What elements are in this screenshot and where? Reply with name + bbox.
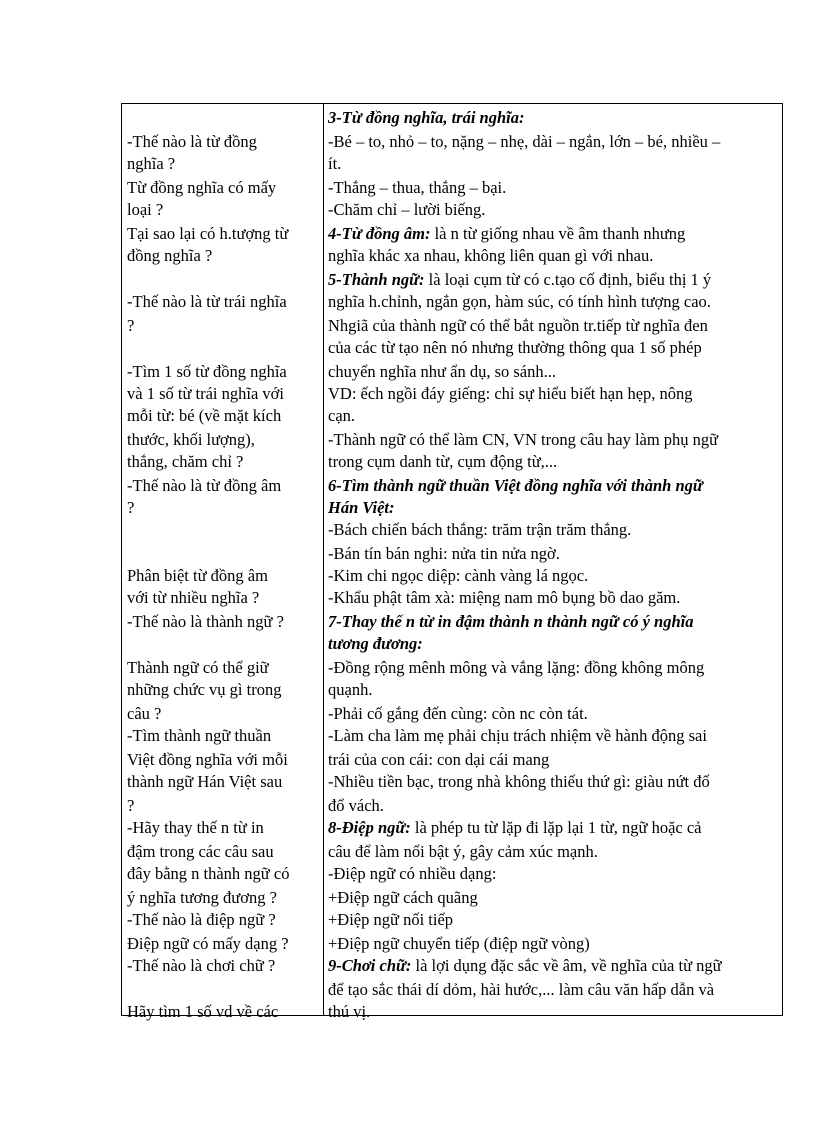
question-line: Từ đồng nghĩa có mấy [127, 178, 277, 197]
answer-text: câu để làm nổi bật ý, gây cảm xúc mạnh. [328, 842, 598, 861]
question-line: -Thế nào là chơi chữ ? [127, 956, 276, 975]
answer-line [328, 290, 711, 313]
answer-text: đổ vách. [328, 796, 384, 815]
answer-text: -Phải cố gắng đến cùng: còn nc còn tát. [328, 704, 588, 723]
answer-line [328, 152, 341, 175]
answer-line [328, 314, 708, 337]
answer-line [328, 586, 680, 609]
question-line: ? [127, 796, 135, 815]
answer-text: thú vị. [328, 1002, 371, 1021]
answer-line [328, 724, 707, 747]
question-line: -Tìm thành ngữ thuần [127, 726, 272, 745]
answer-text: +Điệp ngữ nối tiếp [328, 910, 454, 929]
section-heading: 5-Thành ngữ: [328, 270, 425, 289]
answer-text: là loại cụm từ có c.tạo cố định, biểu thị 1 ý [424, 270, 712, 289]
answer-text: nghĩa h.chỉnh, ngắn gọn, hàm súc, có tính hình tượng cao. [328, 292, 711, 311]
answer-text: +Điệp ngữ cách quãng [328, 888, 478, 907]
question-line: -Hãy thay thế n từ in [127, 818, 264, 837]
question-line: những chức vụ gì trong [127, 680, 282, 699]
question-line: Phân biệt từ đồng âm [127, 566, 268, 585]
question-line: thắng, chăm chỉ ? [127, 452, 244, 471]
answer-text: -Nhiều tiền bạc, trong nhà không thiếu thứ gì: giàu nứt đố [328, 772, 710, 791]
answer-line [328, 908, 453, 931]
answer-text: -Khẩu phật tâm xà: miệng nam mô bụng bồ dao găm. [328, 588, 681, 607]
answer-text: -Thắng – thua, thắng – bại. [328, 178, 507, 197]
section-heading: 7-Thay thế n từ in đậm thành n thành ngữ có ý nghĩa [328, 612, 694, 631]
answer-text: +Điệp ngữ chuyển tiếp (điệp ngữ vòng) [328, 934, 590, 953]
section-heading: 9-Chơi chữ: [328, 956, 412, 975]
question-line: loại ? [127, 200, 164, 219]
answer-text: -Chăm chỉ – lười biếng. [328, 200, 486, 219]
answer-line [328, 428, 718, 451]
question-line: mỗi từ: bé (về mặt kích [127, 406, 282, 425]
answer-line [328, 106, 524, 129]
question-line: -Thế nào là từ đồng âm [127, 476, 282, 495]
answer-line [328, 954, 722, 977]
column-divider [323, 104, 324, 1015]
question-line: đồng nghĩa ? [127, 246, 213, 265]
answer-text: là phép tu từ lặp đi lặp lại 1 từ, ngữ hoặc cả [410, 818, 702, 837]
answer-line [328, 496, 394, 519]
answer-line [328, 816, 702, 839]
question-line: Hãy tìm 1 số vd về các [127, 1002, 279, 1021]
answer-text: -Kim chi ngọc diệp: cành vàng lá ngọc. [328, 566, 589, 585]
answer-line [328, 382, 693, 405]
answer-text: -Bách chiến bách thắng: trăm trận trăm thắng. [328, 520, 632, 539]
section-heading: 8-Điệp ngữ: [328, 818, 411, 837]
answer-line [328, 678, 372, 701]
question-line: ? [127, 316, 135, 335]
answer-line [328, 450, 557, 473]
answer-line [328, 978, 714, 1001]
question-line: Việt đồng nghĩa với mỗi [127, 750, 288, 769]
answer-text: trái của con cái: con dại cái mang [328, 750, 550, 769]
question-line: Thành ngữ có thể giữ [127, 658, 269, 677]
question-line: ý nghĩa tương đương ? [127, 888, 277, 907]
answer-line [328, 222, 685, 245]
answer-text: -Làm cha làm mẹ phải chịu trách nhiệm về hành động sai [328, 726, 707, 745]
section-heading: 6-Tìm thành ngữ thuần Việt đồng nghĩa với thành ngữ [328, 476, 703, 495]
question-line: -Thế nào là từ đồng [127, 132, 257, 151]
question-line: Tại sao lại có h.tượng từ [127, 224, 289, 243]
section-heading: tương đương: [328, 634, 423, 653]
answer-text: chuyển nghĩa như ẩn dụ, so sánh... [328, 362, 556, 381]
answer-text: là n từ giống nhau về âm thanh nhưng [430, 224, 686, 243]
answer-line [328, 886, 478, 909]
answer-line [328, 632, 423, 655]
answer-line [328, 564, 588, 587]
answer-text: -Bán tín bán nghi: nửa tin nửa ngờ. [328, 544, 560, 563]
answer-line [328, 244, 653, 267]
answer-line [328, 268, 711, 291]
answer-line [328, 702, 588, 725]
question-line: đây bằng n thành ngữ có [127, 864, 290, 883]
answer-text: -Điệp ngữ có nhiều dạng: [328, 864, 497, 883]
answer-text: VD: ếch ngồi đáy giếng: chỉ sự hiểu biết hạn hẹp, nông [328, 384, 693, 403]
answer-line [328, 542, 560, 565]
answer-text: Nhgiã của thành ngữ có thể bắt nguồn tr.tiếp từ nghĩa đen [328, 316, 708, 335]
answer-line [328, 932, 590, 955]
answer-line [328, 336, 702, 359]
question-line: -Tìm 1 số từ đồng nghĩa [127, 362, 287, 381]
question-line: đậm trong các câu sau [127, 842, 274, 861]
question-line: -Thế nào là từ trái nghĩa [127, 292, 287, 311]
question-line: nghĩa ? [127, 154, 176, 173]
question-line: với từ nhiều nghĩa ? [127, 588, 260, 607]
answer-text: là lợi dụng đặc sắc về âm, về nghĩa của từ ngữ [411, 956, 722, 975]
answer-line [328, 518, 631, 541]
answer-line [328, 176, 506, 199]
answer-line [328, 794, 384, 817]
section-heading: Hán Việt: [328, 498, 395, 517]
answer-line [328, 1000, 370, 1023]
answer-line [328, 404, 355, 427]
answer-line [328, 770, 710, 793]
answer-text: quạnh. [328, 680, 373, 699]
answer-text: trong cụm danh từ, cụm động từ,... [328, 452, 558, 471]
two-column-table [121, 103, 783, 1021]
answer-line [328, 610, 693, 633]
section-heading: 4-Từ đồng âm: [328, 224, 431, 243]
answer-line [328, 360, 556, 383]
answer-text: ít. [328, 154, 342, 173]
question-line: -Thế nào là thành ngữ ? [127, 612, 284, 631]
question-line: và 1 số từ trái nghĩa với [127, 384, 284, 403]
question-line: Điệp ngữ có mấy dạng ? [127, 934, 289, 953]
answer-line [328, 130, 720, 153]
answer-text: -Thành ngữ có thể làm CN, VN trong câu hay làm phụ ngữ [328, 430, 719, 449]
answer-line [328, 474, 703, 497]
answer-text: của các từ tạo nên nó nhưng thường thông qua 1 số phép [328, 338, 702, 357]
answer-text: -Đồng rộng mênh mông và vắng lặng: đồng không mông [328, 658, 705, 677]
answer-text: để tạo sắc thái dí dỏm, hài hước,... làm câu văn hấp dẫn và [328, 980, 715, 999]
question-line: thước, khối lượng), [127, 430, 255, 449]
answer-line [328, 198, 485, 221]
question-line: câu ? [127, 704, 162, 723]
question-line: ? [127, 498, 135, 517]
answer-text: -Bé – to, nhỏ – to, nặng – nhẹ, dài – ngắn, lớn – bé, nhiều – [328, 132, 721, 151]
section-heading: 3-Từ đồng nghĩa, trái nghĩa: [328, 108, 525, 127]
question-line: thành ngữ Hán Việt sau [127, 772, 283, 791]
answer-line [328, 656, 704, 679]
question-line: -Thế nào là điệp ngữ ? [127, 910, 276, 929]
answer-line [328, 748, 549, 771]
answer-text: nghĩa khác xa nhau, không liên quan gì với nhau. [328, 246, 654, 265]
answer-text: cạn. [328, 406, 356, 425]
answer-line [328, 862, 496, 885]
answer-line [328, 840, 598, 863]
